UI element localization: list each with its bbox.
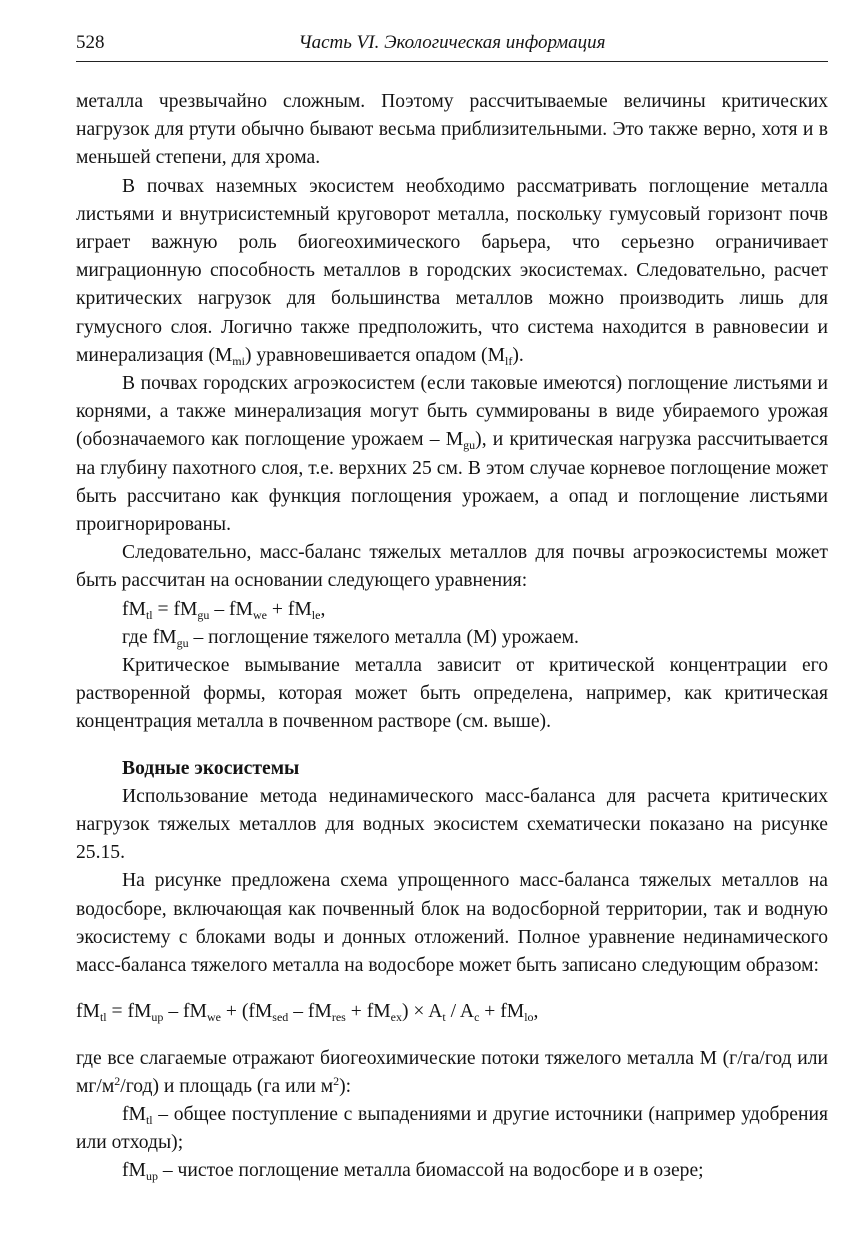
page-number: 528 [76,32,105,53]
paragraph-6: Критическое вымывание металла зависит от критической концентрации его растворенной формы, которая может быть определена, например, как критическая концентрация металла в почвенном растворе (см. выше). [76,655,828,733]
paragraph-4: Следовательно, масс-баланс тяжелых металлов для почвы агроэкосистемы может быть рассчитан на основании следующего уравнения: [76,542,828,592]
section-gap [76,737,828,755]
paragraph-11: $fM_{up}$ – чистое поглощение металла биомассой на водосборе и в озере; [122,1160,704,1184]
formula-gap-top [76,980,828,998]
page-header [76,30,828,58]
section-heading: Водные экосистемы [122,757,300,779]
paragraph-2: В почвах наземных экосистем необходимо рассматривать поглощение металла листьями и внутрисистемный круговорот металла, поскольку гумусовый горизонт почв играет важную роль биогеохимического барьера, что серьезно ограничивает миграционную способность металлов в городских экосистемах. Следовательно, расчет критических нагрузок для большинства металлов можно производить лишь для гумусного слоя. Логично также предположить, что система находится в равновесии и минерализация $(M_{mi})$ уравновешивается опадом $(M_{lf})$. [76,175,828,368]
paragraph-9: где все слагаемые отражают биогеохимические потоки тяжелого металла М (г/га/год или $мг/м^2/год$) и площадь (га или $м^2$): [76,1047,828,1097]
paragraph-7: Использование метода нединамического масс-баланса для расчета критических нагрузок тяжелых металлов для водных экосистем схематически показано на рисунке 25.15. [76,785,828,864]
paragraph-5: где $fM_{gu}$ – поглощение тяжелого металла (М) урожаем. [122,626,579,650]
formula-gap-bottom [76,1027,828,1045]
running-title: Часть VI. Экологическая информация [298,32,606,53]
paragraph-3: В почвах городских агроэкосистем (если таковые имеются) поглощение листьями и корнями, а также минерализация могут быть суммированы в виде убираемого урожая (обозначаемого как поглощение урожаем – $M_{gu}$), и критическая нагрузка рассчитывается на глубину пахотного слоя, т.е. верхних 25 см. В этом случае корневое поглощение может быть рассчитано как функция поглощения урожаем, а опад и поглощение листьями проигнорированы. [76,373,828,536]
header-rule [76,61,828,62]
paragraph-1: металла чрезвычайно сложным. Поэтому рассчитываемые величины критических нагрузок для ртути обычно бывают весьма приблизительными. Это также верно, хотя и в меньшей степени, для хрома. [76,91,828,169]
formula-agro: $fM_{tl} = fM_{gu} - fM_{we} + fM_{le}$, [122,598,326,622]
page [76,30,828,1184]
page-body [76,88,828,1186]
formula-catchment: $fM_{tl} = fM_{up} - fM_{we} + (fM_{sed} - fM_{res} + fM_{ex}) \times A_t / A_c + fM_{lo}$, [76,1001,539,1025]
paragraph-10: $fM_{tl}$ – общее поступление с выпадениями и другие источники (например удобрения или отходы); [76,1103,828,1154]
paragraph-8: На рисунке предложена схема упрощенного масс-баланса тяжелых металлов на водосборе, включающая как почвенный блок на водосборной территории, так и водную экосистему с блоками воды и донных отложений. Полное уравнение нединамического масс-баланса тяжелого металла на водосборе может быть записано следующим образом: [76,870,828,977]
